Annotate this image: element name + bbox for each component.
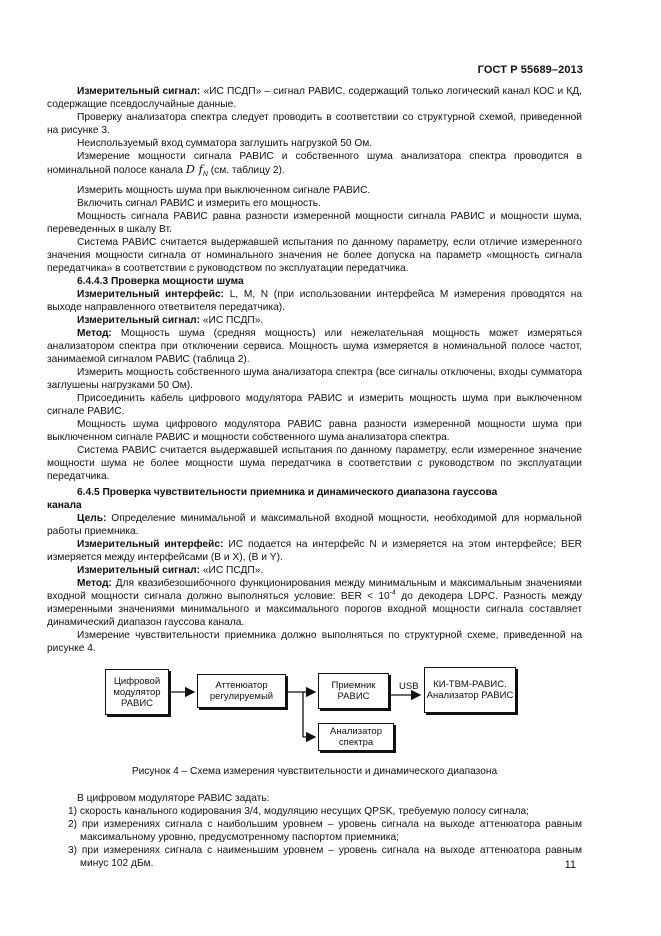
usb-label: USB [399, 681, 419, 693]
term-label: Измерительный интерфейс: [77, 539, 224, 551]
delta-f-symbol: D f [185, 162, 203, 176]
subscript: N [202, 171, 208, 179]
term-label: Измерительный интерфейс: [77, 289, 225, 301]
paragraph: Включить сигнал РАВИС и измерить его мощность. [77, 198, 321, 210]
section-heading: 6.4.4.3 Проверка мощности шума [77, 276, 244, 288]
list-item: 1) скорость канального кодирования 3/4, модуляцию несущих QPSK, требуемую полосу сигнала; [68, 806, 529, 818]
paragraph: Система РАВИС считается выдержавшей испытания по данному параметру, если отличие измеренного значения мощности сигнала от номинального значения не более допуска на параметр «мощность сигнала передатчика» в соответствии с руководством по эксплуатации передатчика. [47, 237, 582, 275]
standard-header: ГОСТ Р 55689–2013 [477, 64, 583, 76]
text: «ИС ПСДП». [200, 315, 264, 327]
paragraph [47, 564, 582, 577]
text: Мощность шума (средняя мощность) или нежелательная мощность может измеряться анализатором спектра при отключении сервиса. Мощность шума измеряется в номинальной полосе частот, занимаемой сигналом РАВИС (таблица 2). [47, 328, 582, 366]
paragraph: Мощность шума цифрового модулятора РАВИС равна разности измеренной мощности шума при выключенном сигнале РАВИС и мощности собственного шума анализатора спектра. [47, 419, 582, 444]
paragraph: Измерить мощность шума при выключенном сигнале РАВИС. [77, 185, 371, 197]
paragraph [47, 327, 582, 366]
receiver-box: Приемник РАВИС [318, 673, 389, 709]
list-item: 3) при измерениях сигнала с наименьшим уровнем – уровень сигнала на выходе аттенюатора равным минус 102 дБм. [68, 845, 582, 870]
paragraph [47, 288, 582, 314]
text: ИС подается на интерфейс N и измеряется на этом интерфейсе; BER измеряется между интерфейсами (В и Х), (В и Y). [47, 539, 583, 564]
text: Для квазибезошибочного функционирования между минимальным и максимальным значениями входной мощности сигнала должно выполняться условие: BER < 10 [47, 578, 582, 603]
paragraph: Измерить мощность собственного шума анализатора спектра (все сигналы отключены, входы сумматора заглушены нагрузками 50 Ом). [47, 367, 582, 392]
page-content [47, 85, 582, 870]
paragraph: В цифровом модуляторе РАВИС задать: [77, 793, 270, 805]
paragraph: Присоединить кабель цифрового модулятора РАВИС и измерить мощность шума при выключенном сигнале РАВИС. [47, 393, 582, 418]
list-item: 2) при измерениях сигнала с наибольшим уровнем – уровень сигнала на выходе аттенюатора равным максимальному уровню, предусмотренному паспортом приемника; [68, 819, 582, 844]
block-diagram [47, 665, 582, 763]
term-label: Измерительный сигнал: [77, 565, 201, 577]
text: Измерение мощности сигнала РАВИС и собственного шума анализатора спектра проводится в номинальной полосе канала [47, 151, 582, 176]
paragraph: Проверку анализатора спектра следует проводить в соответствии со структурной схемой, приведенной на рисунке 3. [47, 112, 582, 136]
term-label: Цель: [77, 513, 107, 525]
text: Определение минимальной и максимальной входной мощности, необходимой для нормальной работы приемника. [47, 513, 582, 538]
term-label: Измерительный сигнал: [77, 315, 201, 327]
text: до декодера LDPC. Разность между измеренными значениями минимального и максимального порогов входной мощности сигнала составляет динамический диапазон гауссова канала. [47, 591, 583, 629]
term-label: Измерительный сигнал: [77, 86, 201, 97]
figure-caption: Рисунок 4 – Схема измерения чувствительности и динамического диапазона [131, 766, 498, 778]
text: (см. таблицу 2). [207, 165, 285, 176]
paragraph [47, 512, 582, 538]
analyzer-box: КИ-ТВМ-РАВИС. Анализатор РАВИС [424, 667, 516, 713]
paragraph [47, 85, 582, 111]
superscript: -4 [389, 589, 396, 597]
attenuator-box: Аттенюатор регулируемый [197, 674, 286, 708]
term-label: Метод: [77, 328, 112, 340]
modulator-box: Цифровой модулятор РАВИС [105, 669, 169, 715]
section-heading-cont: канала [47, 500, 82, 512]
paragraph: Измерение чувствительности приемника должно выполняться по структурной схеме, приведенной на рисунке 4. [47, 630, 582, 655]
text: «ИС ПСДП» – сигнал РАВИС, содержащий только логический канал КОС и КД, содержащие псевдослучайные данные. [47, 86, 583, 110]
spectrum-analyzer-box: Анализатор спектра [318, 723, 394, 751]
paragraph: Неиспользуемый вход сумматора заглушить нагрузкой 50 Ом. [77, 138, 373, 149]
text: L, M, N (при использовании интерфейса M измерения проводятся на выходе направленного ответвителя передатчика). [47, 289, 583, 314]
section-heading: 6.4.5 Проверка чувствительности приемника и динамического диапазона гауссова [77, 487, 498, 499]
paragraph [47, 538, 582, 564]
paragraph [47, 314, 582, 327]
paragraph [47, 577, 582, 629]
paragraph [47, 150, 582, 181]
page-number: 11 [564, 859, 576, 871]
text: «ИС ПСДП». [200, 565, 264, 577]
term-label: Метод: [77, 578, 112, 590]
settings-list [47, 805, 582, 870]
paragraph: Мощность сигнала РАВИС равна разности измеренной мощности сигнала РАВИС и мощности шума, переведенных в шкалу Вт. [47, 211, 582, 236]
paragraph: Система РАВИС считается выдержавшей испытания по данному параметру, если измеренное значение мощности шума не более мощности шума передатчика в соответствии с руководством по эксплуатации передатчика. [47, 445, 582, 483]
